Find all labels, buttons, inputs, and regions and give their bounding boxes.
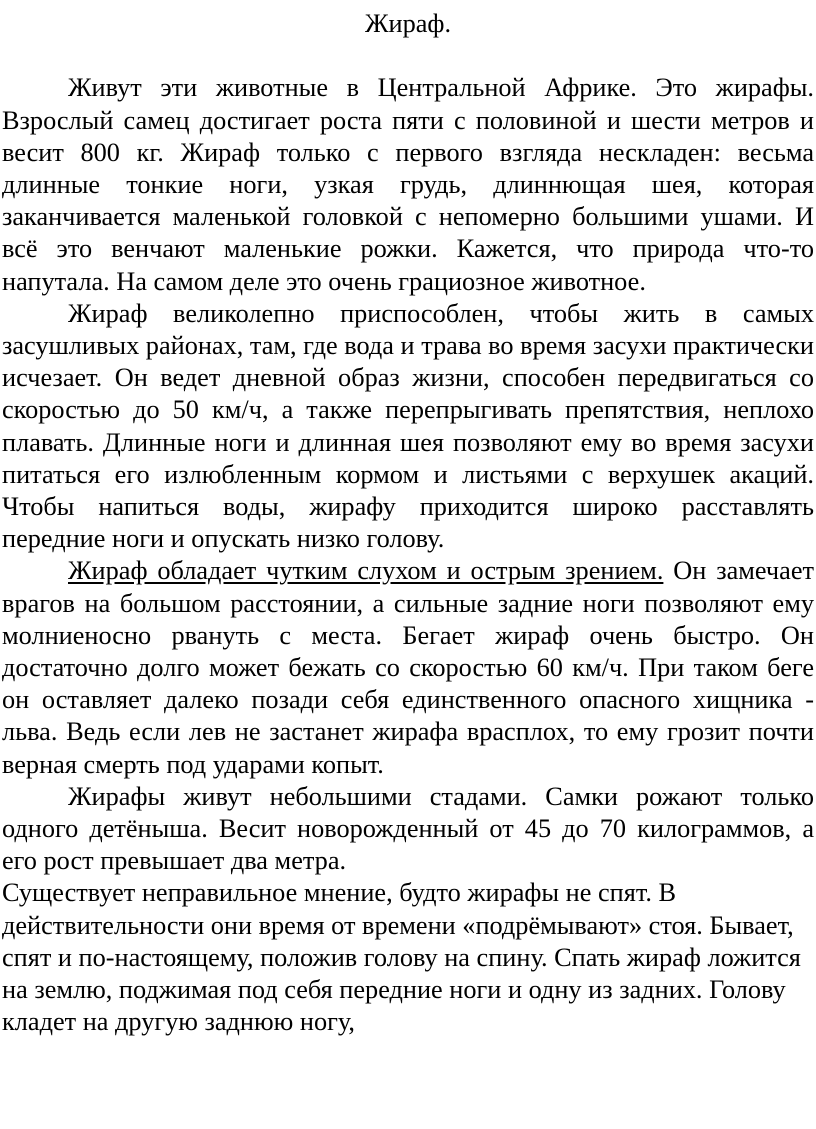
paragraph-senses-text: Он замечает врагов на большом расстоянии, а сильные задние ноги позволяют ему молниеносно рвануть с места. Бегает жираф очень быстро. Он достаточно долго может бежать со скоростью 60 км/ч. При таком беге он оставляет далеко позади себя единственного опасного хищника - льва. Ведь если лев не застанет жирафа врасплох, то ему грозит почти верная смерть под ударами копыт. (2, 556, 814, 779)
paragraph-sleep: Существует неправильное мнение, будто жирафы не спят. В действительности они время от времени «подрёмывают» стоя. Бывает, спят и по-настоящему, положив голову на спину. Спать жираф ложится на землю, поджимая под себя передние ноги и одну из задних. Голову кладет на другую заднюю ногу, (2, 878, 801, 1037)
paragraph-adaptation: Жираф великолепно приспособлен, чтобы жить в самых засушливых районах, там, где вода и трава во время засухи практически исчезает. Он ведет дневной образ жизни, способен передвигаться со скоростью до 50 км/ч, а также перепрыгивать препятствия, неплохо плавать. Длинные ноги и длинная шея позволяют ему во время засухи питаться его излюбленным кормом и листьями с верхушек акаций. Чтобы напиться воды, жирафу приходится широко расставлять передние ноги и опускать низко голову. (2, 298, 814, 554)
page-title: Жираф. (364, 9, 452, 38)
paragraph-senses (2, 555, 814, 780)
paragraph-herds: Жирафы живут небольшими стадами. Самки рожают только одного детёныша. Весит новорожденный от 45 до 70 килограммов, а его рост превышает два метра. (2, 781, 814, 876)
underlined-sentence: Жираф обладает чутким слухом и острым зрением. (68, 556, 664, 586)
paragraph-intro: Живут эти животные в Центральной Африке. Это жирафы. Взрослый самец достигает роста пяти с половиной и шести метров и весит 800 кг. Жираф только с первого взгляда нескладен: весьма длинные тонкие ноги, узкая грудь, длиннющая шея, которая заканчивается маленькой головкой с непомерно большими ушами. И всё это венчают маленькие рожки. Кажется, что природа что-то напутала. На самом деле это очень грациозное животное. (2, 73, 814, 296)
